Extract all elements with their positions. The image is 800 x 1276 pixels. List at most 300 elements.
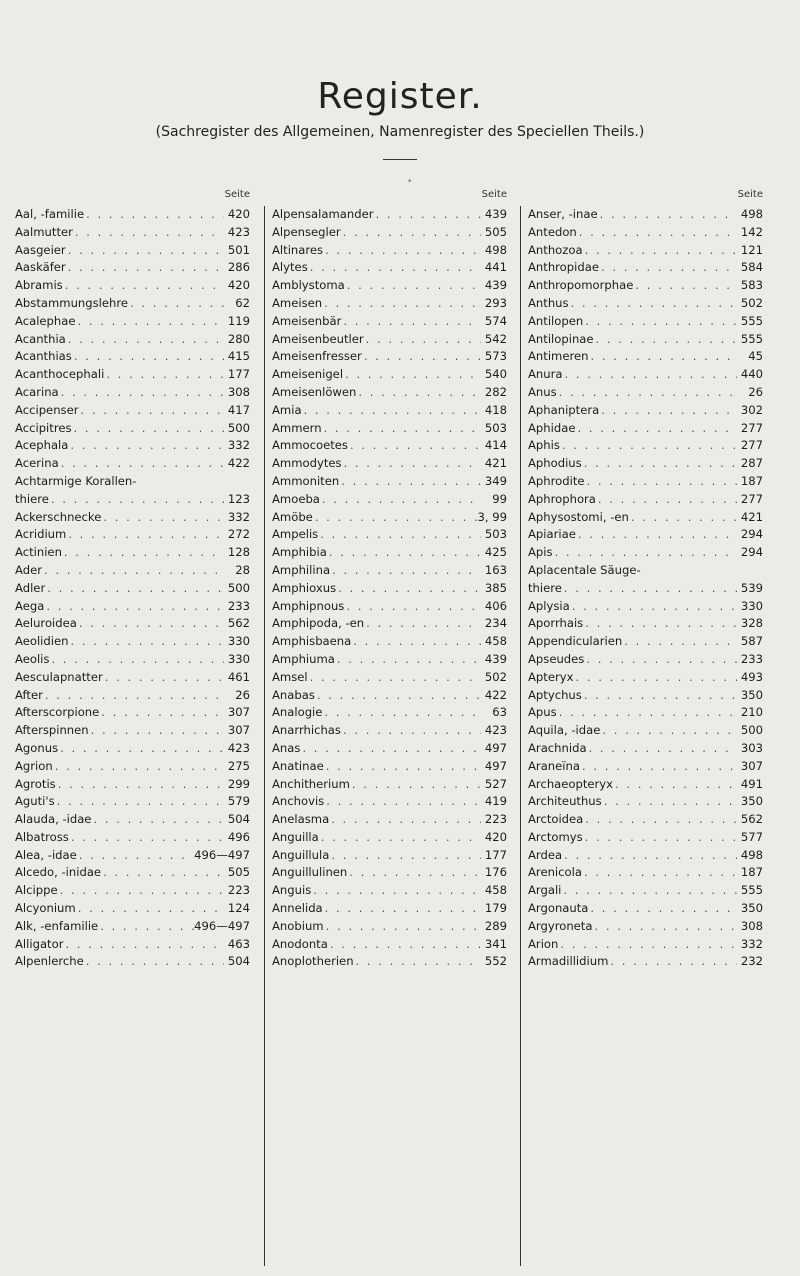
dot-leader (599, 403, 737, 417)
index-entry (272, 937, 509, 955)
entry-term: Ader (15, 562, 42, 577)
entry-term: Ardea (528, 847, 563, 862)
entry-page-number: 63 (492, 705, 507, 720)
index-entry (272, 545, 509, 563)
entry-page-number: 128 (227, 545, 250, 560)
dot-leader (98, 919, 194, 933)
index-entry (15, 314, 252, 332)
entry-page-number: 163 (484, 562, 507, 577)
entry-page-number: 420 (484, 829, 507, 844)
index-entry (15, 349, 252, 367)
entry-page-number: 414 (484, 438, 507, 453)
entry-term: Alpensalamander (272, 207, 374, 221)
entry-page-number: 579 (227, 794, 250, 809)
dot-leader (311, 883, 481, 897)
dot-leader (42, 563, 224, 577)
entry-term: Aaskäfer (15, 260, 66, 275)
index-entry (528, 723, 765, 741)
index-entry (15, 670, 252, 688)
entry-term: Aplysia (528, 598, 570, 613)
index-entry (272, 332, 509, 350)
dot-leader (633, 278, 737, 292)
dot-leader (354, 954, 481, 968)
entry-term: Arctomys (528, 829, 583, 844)
entry-page-number: 504 (227, 812, 250, 827)
entry-term: Annelida (272, 901, 323, 916)
entry-page-number: 418 (484, 402, 507, 417)
entry-term: Amphipnous (272, 598, 345, 613)
entry-page-number: 307 (740, 758, 763, 773)
dot-leader (59, 385, 224, 399)
entry-term: Anthropomorphae (528, 278, 634, 293)
entry-term: Aplacentale Säuge- (528, 562, 641, 577)
dot-leader (576, 527, 737, 541)
index-entry (272, 652, 509, 670)
dot-leader (344, 599, 481, 613)
entry-term: Ameisenfresser (272, 349, 362, 364)
entry-page-number: 45 (748, 349, 763, 364)
index-entry (272, 688, 509, 706)
index-entry (15, 510, 252, 528)
entry-page-number: 406 (484, 598, 507, 613)
dot-leader (373, 207, 481, 221)
entry-page-number: 417 (227, 402, 250, 417)
entry-term: thiere (528, 580, 562, 595)
entry-page-number: 552 (484, 954, 507, 969)
dot-leader (348, 438, 481, 452)
entry-term: Aporrhais (528, 616, 584, 631)
entry-page-number: 280 (227, 331, 250, 346)
dot-leader (592, 919, 737, 933)
entry-page-number: 562 (740, 812, 763, 827)
index-entry (15, 207, 252, 225)
page-subtitle: (Sachregister des Allgemeinen, Namenregister des Speciellen Theils.) (155, 124, 645, 140)
dot-leader (76, 314, 224, 328)
entry-term: Ameisenbeutler (272, 331, 364, 346)
index-entry (272, 527, 509, 545)
dot-leader (351, 634, 481, 648)
entry-term: Aalmutter (15, 224, 73, 239)
index-entry (272, 723, 509, 741)
index-entry (528, 652, 765, 670)
entry-page-number: 176 (484, 865, 507, 880)
index-entry (272, 599, 509, 617)
entry-term: Achtarmige Korallen- (15, 473, 137, 488)
dot-leader (560, 438, 737, 452)
index-entry (272, 296, 509, 314)
entry-term: Afterspinnen (15, 723, 89, 738)
index-entry (15, 901, 252, 919)
entry-page-number: 294 (740, 545, 763, 560)
index-entry (528, 634, 765, 652)
entry-term: Ackerschnecke (15, 509, 102, 524)
index-entry (528, 225, 765, 243)
entry-term: Actinien (15, 545, 62, 560)
dot-leader (68, 438, 224, 452)
index-entry (15, 367, 252, 385)
entry-page-number: 277 (740, 420, 763, 435)
entry-term: After (15, 687, 43, 702)
entry-term: Ammodytes (272, 456, 342, 471)
entry-term: Anthropidae (528, 260, 599, 275)
entry-term: Analogie (272, 705, 323, 720)
index-entry (272, 278, 509, 296)
index-column-1 (15, 189, 252, 972)
entry-page-number: 496 (227, 829, 250, 844)
entry-term: Acarina (15, 384, 59, 399)
dot-leader (341, 225, 481, 239)
entry-page-number: 498 (740, 847, 763, 862)
entry-term: Afterscorpione (15, 705, 100, 720)
dot-leader (49, 492, 224, 506)
index-entry (528, 901, 765, 919)
entry-page-number: 177 (227, 367, 250, 382)
index-entry (528, 403, 765, 421)
page-column-label: Seite (224, 189, 250, 200)
dot-leader (101, 510, 224, 524)
entry-term: Argonauta (528, 901, 589, 916)
dot-leader (588, 349, 737, 363)
index-entry (528, 207, 765, 225)
index-entry (528, 865, 765, 883)
dot-leader (563, 367, 738, 381)
entry-page-number: 503 (484, 527, 507, 542)
dot-leader (582, 456, 737, 470)
index-entry (15, 545, 252, 563)
entry-term: Acanthias (15, 349, 72, 364)
entry-term: Amphisbaena (272, 634, 352, 649)
entry-page-number: 277 (740, 438, 763, 453)
dot-leader (330, 563, 481, 577)
entry-page-number: 307 (227, 705, 250, 720)
dot-leader (562, 581, 737, 595)
entry-term: Amöbe (272, 509, 313, 524)
entry-page-number: 498 (740, 207, 763, 221)
entry-term: Amphipoda, -en (272, 616, 365, 631)
dot-leader (602, 794, 737, 808)
entry-page-number: 289 (484, 918, 507, 933)
entry-page-number: 584 (740, 260, 763, 275)
dot-leader (557, 705, 737, 719)
entry-term: Ameisenigel (272, 367, 344, 382)
index-entry (528, 349, 765, 367)
entry-term: Amphioxus (272, 580, 337, 595)
entry-term: Aphrophora (528, 491, 596, 506)
index-entry (272, 243, 509, 261)
entry-page-number: 124 (227, 901, 250, 916)
entry-page-number: 223 (227, 883, 250, 898)
entry-page-number: 491 (740, 776, 763, 791)
index-entry (272, 616, 509, 634)
dot-leader (44, 599, 224, 613)
index-entry (15, 474, 252, 492)
dot-leader (577, 225, 737, 239)
entry-page-number: 420 (227, 207, 250, 221)
index-entry (15, 296, 252, 314)
index-entry (528, 705, 765, 723)
entry-term: Antilopinae (528, 331, 594, 346)
entry-page-number: 500 (740, 723, 763, 738)
entry-page-number: 349 (484, 473, 507, 488)
entry-term: Alk, -enfamilie (15, 918, 99, 933)
entry-term: Aquila, -idae (528, 723, 601, 738)
index-entry (528, 260, 765, 278)
entry-page-number: 573 (484, 349, 507, 364)
entry-page-number: 421 (484, 456, 507, 471)
index-entry (272, 314, 509, 332)
entry-page-number: 496—497 (194, 918, 250, 933)
index-entry (15, 527, 252, 545)
dot-leader (59, 456, 224, 470)
index-entry (272, 634, 509, 652)
entry-term: Alauda, -idae (15, 812, 92, 827)
entry-term: Anura (528, 367, 563, 382)
entry-page-number: 497 (484, 740, 507, 755)
index-entry (15, 794, 252, 812)
entry-page-number: 461 (227, 669, 250, 684)
dot-leader (587, 741, 737, 755)
index-entry (15, 848, 252, 866)
index-entry (272, 474, 509, 492)
index-column-3 (528, 189, 765, 972)
dot-leader (323, 901, 481, 915)
page-column-label: Seite (737, 189, 763, 200)
index-entry (15, 581, 252, 599)
entry-page-number: 415 (227, 349, 250, 364)
index-entry (15, 616, 252, 634)
entry-term: Aeolidien (15, 634, 69, 649)
entry-term: Amphiuma (272, 651, 335, 666)
dot-leader (569, 296, 737, 310)
entry-page-number: 121 (740, 242, 763, 257)
entry-term: Antimeren (528, 349, 589, 364)
entry-page-number: 119 (227, 313, 250, 328)
dot-leader (339, 474, 481, 488)
dot-leader (573, 670, 737, 684)
entry-term: Acanthocephali (15, 367, 105, 382)
dot-leader (343, 367, 481, 381)
dot-leader (557, 385, 737, 399)
dot-leader (561, 883, 737, 897)
index-entry (272, 225, 509, 243)
entry-term: Anguillulinen (272, 865, 348, 880)
index-entry (272, 741, 509, 759)
index-entry (528, 919, 765, 937)
entry-term: Anelasma (272, 812, 330, 827)
entry-page-number: 299 (227, 776, 250, 791)
index-entry (15, 723, 252, 741)
entry-term: Arctoidea (528, 812, 584, 827)
dot-leader (58, 741, 224, 755)
title-divider (383, 159, 417, 160)
entry-page-number: 232 (740, 954, 763, 969)
entry-term: Aeolis (15, 651, 50, 666)
entry-term: Ammocoetes (272, 438, 348, 453)
entry-page-number: 223 (484, 812, 507, 827)
dot-leader (320, 492, 481, 506)
index-entry (528, 367, 765, 385)
entry-page-number: 294 (740, 527, 763, 542)
ornament-mark: * (408, 178, 412, 186)
entry-page-number: 422 (484, 687, 507, 702)
entry-term: thiere (15, 491, 49, 506)
entry-term: Ameisenlöwen (272, 384, 357, 399)
index-entry (528, 848, 765, 866)
index-entry (272, 954, 509, 972)
entry-term: Apseudes (528, 651, 585, 666)
dot-leader (324, 794, 481, 808)
entry-term: Acridium (15, 527, 67, 542)
entry-page-number: 421 (740, 509, 763, 524)
index-entry (528, 438, 765, 456)
index-entry (15, 883, 252, 901)
entry-page-number: 505 (227, 865, 250, 880)
index-entry (272, 794, 509, 812)
index-entry (272, 492, 509, 510)
column-divider (520, 206, 521, 1266)
entry-term: Araneïna (528, 758, 580, 773)
entry-page-number: 425 (484, 545, 507, 560)
entry-page-number: 500 (227, 420, 250, 435)
entry-page-number: 504 (227, 954, 250, 969)
dot-leader (68, 634, 224, 648)
index-entry (15, 403, 252, 421)
dot-leader (76, 901, 224, 915)
entry-page-number: 210 (740, 705, 763, 720)
dot-leader (622, 634, 737, 648)
entry-page-number: 577 (740, 829, 763, 844)
entry-page-number: 234 (484, 616, 507, 631)
dot-leader (585, 474, 737, 488)
dot-leader (128, 296, 224, 310)
index-entry (528, 616, 765, 634)
dot-leader (324, 759, 481, 773)
entry-term: Aphidae (528, 420, 576, 435)
entry-term: Anthozoa (528, 242, 583, 257)
entry-page-number: 287 (740, 456, 763, 471)
index-entry (528, 883, 765, 901)
entry-term: Argyroneta (528, 918, 593, 933)
dot-leader (78, 403, 224, 417)
index-entry (272, 438, 509, 456)
index-entry (528, 937, 765, 955)
index-entry (272, 865, 509, 883)
dot-leader (84, 207, 224, 221)
index-entry (528, 563, 765, 581)
entry-term: Accipitres (15, 420, 72, 435)
index-entry (15, 830, 252, 848)
entry-page-number: 458 (484, 883, 507, 898)
entry-page-number: 187 (740, 473, 763, 488)
entry-page-number: 587 (740, 634, 763, 649)
entry-page-number: 177 (484, 847, 507, 862)
index-entry (15, 243, 252, 261)
entry-page-number: 275 (227, 758, 250, 773)
index-entry (528, 492, 765, 510)
index-entry (15, 705, 252, 723)
dot-leader (72, 421, 224, 435)
entry-term: Aphysostomi, -en (528, 509, 629, 524)
index-entry (15, 225, 252, 243)
entry-term: Apteryx (528, 669, 574, 684)
dot-leader (599, 260, 737, 274)
entry-page-number: 498 (484, 242, 507, 257)
entry-page-number: 26 (748, 384, 763, 399)
dot-leader (341, 723, 481, 737)
index-entry (15, 688, 252, 706)
entry-page-number: 308 (740, 918, 763, 933)
entry-term: Anguis (272, 883, 312, 898)
dot-leader (308, 260, 481, 274)
index-entry (528, 830, 765, 848)
entry-term: Arachnida (528, 740, 587, 755)
entry-page-number: 350 (740, 901, 763, 916)
dot-leader (322, 421, 481, 435)
index-entry (15, 563, 252, 581)
entry-page-number: 26 (235, 687, 250, 702)
dot-leader (43, 688, 224, 702)
entry-page-number: 423 (484, 723, 507, 738)
index-entry (15, 937, 252, 955)
entry-term: Agrion (15, 758, 53, 773)
dot-leader (364, 332, 481, 346)
entry-page-number: 99 (492, 491, 507, 506)
entry-term: Amblystoma (272, 278, 345, 293)
entry-page-number: 423 (227, 224, 250, 239)
entry-page-number: 458 (484, 634, 507, 649)
index-entry (15, 812, 252, 830)
dot-leader (313, 510, 478, 524)
index-entry (15, 865, 252, 883)
dot-leader (347, 865, 481, 879)
dot-leader (329, 848, 481, 862)
index-entry (528, 777, 765, 795)
entry-term: Abstammungslehre (15, 295, 129, 310)
index-entry (528, 688, 765, 706)
entry-term: Appendicularien (528, 634, 623, 649)
entry-page-number: 350 (740, 794, 763, 809)
dot-leader (322, 705, 481, 719)
index-entry (528, 385, 765, 403)
entry-term: Archaeopteryx (528, 776, 614, 791)
index-entry (272, 403, 509, 421)
entry-term: Anabas (272, 687, 315, 702)
entry-term: Anchovis (272, 794, 325, 809)
dot-leader (62, 545, 224, 559)
entry-page-number: 341 (484, 936, 507, 951)
dot-leader (63, 278, 224, 292)
entry-page-number: 272 (227, 527, 250, 542)
entry-term: Anoplotherien (272, 954, 354, 969)
index-entry (528, 296, 765, 314)
entry-page-number: 330 (740, 598, 763, 613)
index-entry (528, 794, 765, 812)
index-entry (15, 777, 252, 795)
entry-term: Aasgeier (15, 242, 66, 257)
index-entry (15, 634, 252, 652)
entry-term: Armadillidium (528, 954, 609, 969)
entry-page-number: 420 (227, 278, 250, 293)
entry-page-number: 233 (740, 651, 763, 666)
entry-term: Alytes (272, 260, 308, 275)
index-entry (272, 919, 509, 937)
entry-page-number: 497 (484, 758, 507, 773)
entry-term: Aptychus (528, 687, 582, 702)
dot-leader (580, 759, 737, 773)
entry-page-number: 503 (484, 420, 507, 435)
dot-leader (345, 278, 481, 292)
index-entry (15, 599, 252, 617)
